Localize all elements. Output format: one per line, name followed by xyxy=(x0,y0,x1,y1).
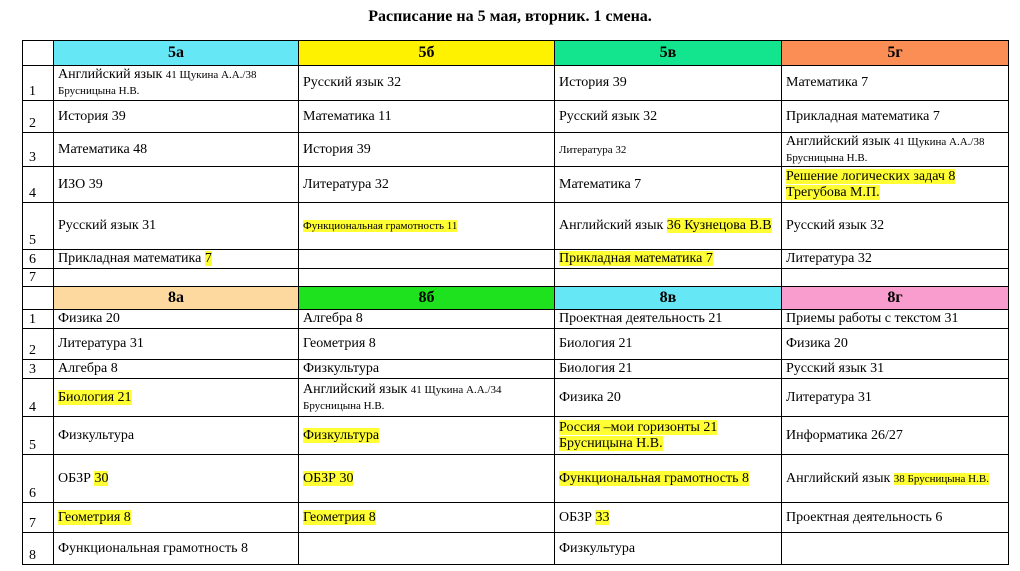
lesson-cell xyxy=(555,66,782,101)
lesson-text: Биология 21 xyxy=(559,361,633,376)
lesson-cell xyxy=(299,167,555,203)
lesson-text: 36 Кузнецова В.В xyxy=(666,218,772,233)
lesson-cell xyxy=(782,329,1009,360)
lesson-cell xyxy=(54,533,299,565)
lesson-cell xyxy=(782,503,1009,533)
lesson-text: История 39 xyxy=(303,141,371,157)
lesson-text: Решение логических задач 8 Трегубова М.П. xyxy=(786,168,956,200)
lesson-text: Математика 7 xyxy=(559,176,642,192)
class-header: 8а xyxy=(54,287,299,310)
lesson-cell xyxy=(555,203,782,250)
lesson-text: Физика 20 xyxy=(786,336,848,351)
lesson-text: ОБЗР xyxy=(58,470,95,486)
lesson-row xyxy=(23,133,1009,167)
lesson-cell xyxy=(54,417,299,455)
lesson-cell xyxy=(299,310,555,329)
lesson-text: Информатика 26/27 xyxy=(786,427,903,443)
lesson-cell xyxy=(555,269,782,287)
lesson-text: Биология 21 xyxy=(58,389,132,405)
lesson-text: Литература 32 xyxy=(559,143,627,156)
lesson-number: 4 xyxy=(23,167,54,203)
lesson-text: Проектная деятельность 6 xyxy=(786,509,943,525)
class-header: 8в xyxy=(555,287,782,310)
lesson-cell xyxy=(54,455,299,503)
lesson-text: 41 Щукина А.А./38 Брусницына Н.В. xyxy=(786,135,985,164)
lesson-cell xyxy=(299,455,555,503)
lesson-cell xyxy=(782,250,1009,269)
lesson-text: Английский язык xyxy=(786,133,894,149)
lesson-text: 30 xyxy=(94,470,109,486)
lesson-cell xyxy=(555,167,782,203)
lesson-text: Английский язык xyxy=(786,470,894,486)
lesson-text: ОБЗР 30 xyxy=(303,470,354,486)
lesson-text: Физкультура xyxy=(559,540,636,556)
lesson-text: Русский язык 31 xyxy=(786,361,885,376)
lesson-cell xyxy=(782,417,1009,455)
schedule-table xyxy=(22,40,1009,565)
lesson-number: 1 xyxy=(23,66,54,101)
lesson-text: Геометрия 8 xyxy=(58,509,131,525)
lesson-row xyxy=(23,66,1009,101)
lesson-cell xyxy=(782,101,1009,133)
lesson-text: Алгебра 8 xyxy=(303,311,363,326)
lesson-row xyxy=(23,503,1009,533)
lesson-text: Английский язык xyxy=(303,381,411,397)
lesson-text: 41 Щукина А.А./38 Брусницына Н.В. xyxy=(58,69,257,97)
lesson-cell xyxy=(782,455,1009,503)
lesson-number: 4 xyxy=(23,379,54,417)
lesson-number: 2 xyxy=(23,101,54,133)
lesson-cell xyxy=(782,167,1009,203)
class-header: 8г xyxy=(782,287,1009,310)
lesson-text: Математика 7 xyxy=(786,75,869,90)
lesson-text: Физика 20 xyxy=(58,311,120,326)
lesson-cell xyxy=(555,101,782,133)
lesson-text: 7 xyxy=(204,251,212,266)
lesson-row xyxy=(23,203,1009,250)
lesson-cell xyxy=(782,533,1009,565)
lesson-row xyxy=(23,250,1009,269)
lesson-row xyxy=(23,360,1009,379)
lesson-text: ОБЗР xyxy=(559,509,596,525)
lesson-cell xyxy=(54,379,299,417)
lesson-text: Физкультура xyxy=(303,361,380,376)
lesson-text: Проектная деятельность 21 xyxy=(559,311,723,326)
lesson-cell xyxy=(54,310,299,329)
lesson-text: 41 Щукина А.А./34 Брусницына Н.В. xyxy=(303,383,502,412)
lesson-cell xyxy=(54,250,299,269)
lesson-cell xyxy=(555,417,782,455)
lesson-cell xyxy=(299,133,555,167)
lesson-cell xyxy=(299,203,555,250)
lesson-cell xyxy=(54,167,299,203)
lesson-text: Физкультура xyxy=(303,427,380,443)
lesson-text: Английский язык xyxy=(58,67,166,82)
lesson-text: История 39 xyxy=(58,108,126,124)
lesson-number: 5 xyxy=(23,203,54,250)
lesson-row xyxy=(23,417,1009,455)
lesson-number: 7 xyxy=(23,503,54,533)
lesson-row xyxy=(23,101,1009,133)
lesson-cell xyxy=(299,417,555,455)
lesson-cell xyxy=(782,310,1009,329)
lesson-text: Английский язык xyxy=(559,218,667,233)
lesson-text: Функциональная грамотность 8 xyxy=(559,470,749,486)
lesson-text: Прикладная математика xyxy=(58,251,205,266)
lesson-text: Прикладная математика 7 xyxy=(786,108,940,124)
lesson-cell xyxy=(299,329,555,360)
lesson-text: Русский язык 32 xyxy=(559,108,658,124)
lesson-cell xyxy=(782,133,1009,167)
lesson-cell xyxy=(555,310,782,329)
lesson-text: Литература 32 xyxy=(303,176,389,192)
class-header: 5б xyxy=(299,41,555,66)
lesson-text: Физика 20 xyxy=(559,389,621,405)
lesson-row xyxy=(23,167,1009,203)
lesson-cell xyxy=(54,503,299,533)
lesson-text: Физкультура xyxy=(58,427,135,443)
lesson-number: 3 xyxy=(23,133,54,167)
lesson-cell xyxy=(299,503,555,533)
lesson-cell xyxy=(54,269,299,287)
lesson-text: Математика 11 xyxy=(303,108,392,124)
lesson-cell xyxy=(555,379,782,417)
header-corner xyxy=(23,287,54,310)
class-header: 5в xyxy=(555,41,782,66)
lesson-text: История 39 xyxy=(559,75,627,90)
lesson-row xyxy=(23,533,1009,565)
lesson-cell xyxy=(782,269,1009,287)
lesson-cell xyxy=(299,379,555,417)
lesson-text: Математика 48 xyxy=(58,141,148,157)
lesson-text: Биология 21 xyxy=(559,336,633,351)
lesson-text: ИЗО 39 xyxy=(58,176,103,192)
lesson-number: 5 xyxy=(23,417,54,455)
lesson-cell xyxy=(54,101,299,133)
lesson-text: Геометрия 8 xyxy=(303,336,376,351)
lesson-row xyxy=(23,310,1009,329)
lesson-number: 3 xyxy=(23,360,54,379)
lesson-number: 6 xyxy=(23,250,54,269)
lesson-cell xyxy=(54,66,299,101)
lesson-text: Литература 31 xyxy=(58,336,144,351)
lesson-cell xyxy=(54,203,299,250)
lesson-cell xyxy=(299,250,555,269)
lesson-cell xyxy=(555,455,782,503)
lesson-cell xyxy=(555,533,782,565)
lesson-cell xyxy=(782,66,1009,101)
lesson-cell xyxy=(299,101,555,133)
lesson-cell xyxy=(54,360,299,379)
class-header: 8б xyxy=(299,287,555,310)
lesson-cell xyxy=(555,360,782,379)
lesson-cell xyxy=(555,329,782,360)
lesson-cell xyxy=(54,329,299,360)
lesson-number: 2 xyxy=(23,329,54,360)
lesson-cell xyxy=(782,360,1009,379)
lesson-text: Функциональная грамотность 8 xyxy=(58,540,248,556)
lesson-number: 1 xyxy=(23,310,54,329)
lesson-row xyxy=(23,455,1009,503)
header-corner xyxy=(23,41,54,66)
lesson-cell xyxy=(555,503,782,533)
lesson-cell xyxy=(555,133,782,167)
lesson-cell xyxy=(782,203,1009,250)
lesson-cell xyxy=(299,269,555,287)
lesson-text: Русский язык 32 xyxy=(303,75,402,90)
lesson-cell xyxy=(299,533,555,565)
lesson-text: Геометрия 8 xyxy=(303,509,376,525)
lesson-text: Русский язык 31 xyxy=(58,218,157,233)
class-header: 5г xyxy=(782,41,1009,66)
lesson-text: Прикладная математика 7 xyxy=(559,251,713,266)
lesson-text: Русский язык 32 xyxy=(786,218,885,233)
lesson-cell xyxy=(555,250,782,269)
lesson-row xyxy=(23,329,1009,360)
lesson-number: 6 xyxy=(23,455,54,503)
lesson-text: Функциональная грамотность 11 xyxy=(303,220,458,232)
lesson-cell xyxy=(299,360,555,379)
lesson-row xyxy=(23,379,1009,417)
lesson-text: Приемы работы с текстом 31 xyxy=(786,311,959,326)
lesson-cell xyxy=(299,66,555,101)
lesson-text: Алгебра 8 xyxy=(58,361,118,376)
lesson-cell xyxy=(782,379,1009,417)
lesson-text: 38 Брусницына Н.В. xyxy=(893,472,989,485)
lesson-text: Литература 31 xyxy=(786,389,872,405)
lesson-text: 33 xyxy=(595,509,610,525)
lesson-number: 8 xyxy=(23,533,54,565)
lesson-text: Литература 32 xyxy=(786,251,872,266)
lesson-text: Россия –мои горизонты 21 Брусницына Н.В. xyxy=(559,419,718,451)
lesson-number: 7 xyxy=(23,269,54,287)
lesson-row xyxy=(23,269,1009,287)
page-title: Расписание на 5 мая, вторник. 1 смена. xyxy=(368,8,652,25)
lesson-cell xyxy=(54,133,299,167)
class-header: 5а xyxy=(54,41,299,66)
